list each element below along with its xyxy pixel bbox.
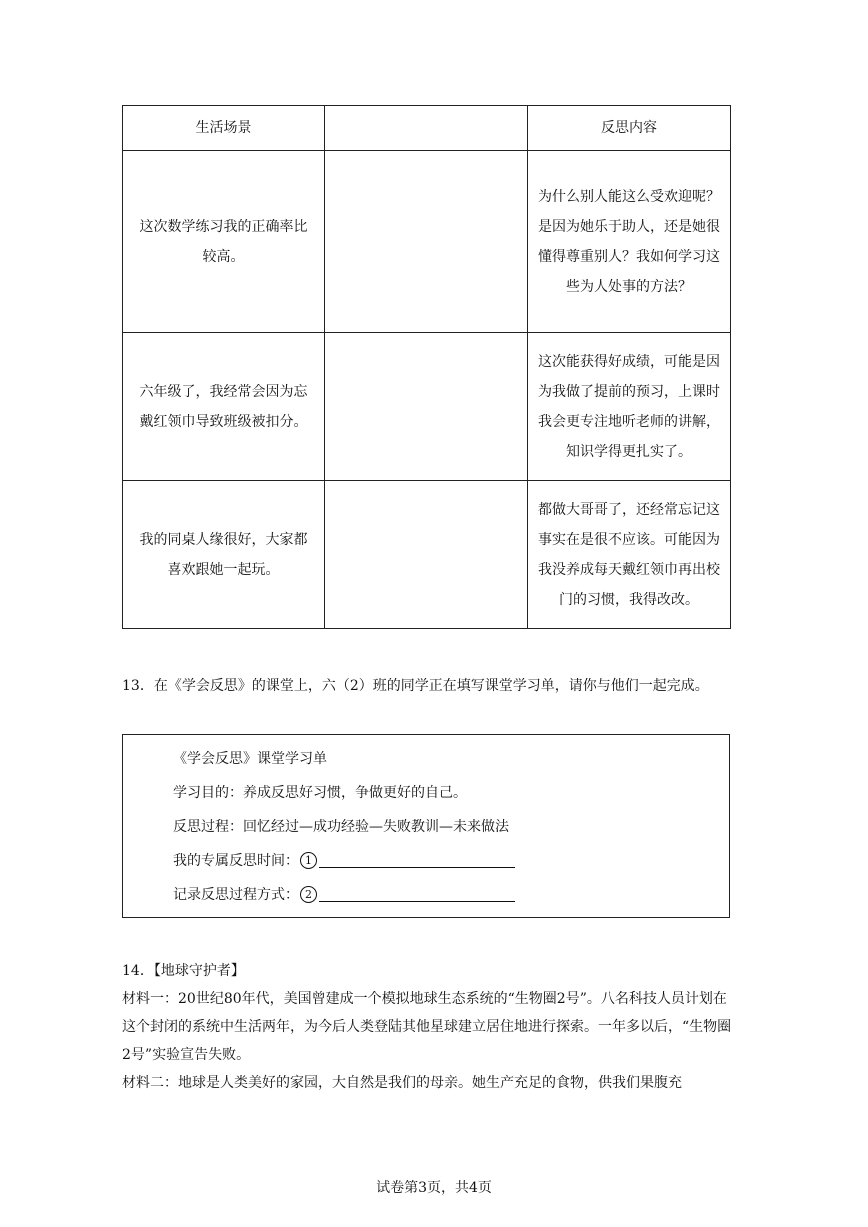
question-13-text: 13．在《学会反思》的课堂上，六（2）班的同学正在填写课堂学习单，请你与他们一起完成。 (122, 678, 709, 694)
material-1: 材料一：20世纪80年代，美国曾建成一个模拟地球生态系统的“生物圈2号”。八名科技人员计划在这个封闭的系统中生活两年，为今后人类登陆其他星球建立居住地进行探索。一年多以后，“生物圈2号”实验宣告失败。 (122, 991, 732, 1063)
table-row (123, 333, 731, 481)
study-sheet-box (122, 734, 730, 918)
reflection-method-blank[interactable] (319, 886, 515, 902)
content-cell: 为什么别人能这么受欢迎呢？是因为她乐于助人，还是她很懂得尊重别人？我如何学习这些为人处事的方法？ (528, 151, 731, 333)
page-footer: 试卷第3页，共4页 (376, 1180, 492, 1196)
table-row (123, 151, 731, 333)
header-scene: 生活场景 (123, 106, 325, 151)
circled-number-1: 1 (300, 852, 317, 869)
scene-cell: 六年级了，我经常会因为忘戴红领巾导致班级被扣分。 (123, 333, 325, 481)
reflection-time-blank[interactable] (319, 852, 515, 868)
middle-cell (325, 151, 528, 333)
middle-cell (325, 481, 528, 629)
study-purpose: 学习目的：养成反思好习惯，争做更好的自己。 (173, 785, 467, 801)
header-middle (325, 106, 528, 151)
question-14 (122, 957, 738, 1097)
scene-cell: 我的同桌人缘很好，大家都喜欢跟她一起玩。 (123, 481, 325, 629)
reflection-table (122, 105, 731, 629)
reflection-time-label: 我的专属反思时间： (173, 853, 299, 869)
reflection-process: 反思过程：回忆经过—成功经验—失败教训—未来做法 (173, 819, 509, 835)
reflection-method-label: 记录反思过程方式： (173, 887, 299, 903)
reflection-method-row (173, 885, 515, 905)
middle-cell (325, 333, 528, 481)
table-row (123, 481, 731, 629)
study-sheet-title: 《学会反思》课堂学习单 (173, 751, 327, 767)
scene-cell: 这次数学练习我的正确率比较高。 (123, 151, 325, 333)
content-cell: 都做大哥哥了，还经常忘记这事实在是很不应该。可能因为我没养成每天戴红领巾再出校门的习惯，我得改改。 (528, 481, 731, 629)
question-14-heading: 14．【地球守护者】 (122, 963, 245, 979)
circled-number-2: 2 (300, 886, 317, 903)
content-cell: 这次能获得好成绩，可能是因为我做了提前的预习，上课时我会更专注地听老师的讲解，知识学得更扎实了。 (528, 333, 731, 481)
table-header-row (123, 106, 731, 151)
reflection-time-row (173, 851, 515, 871)
material-2: 材料二：地球是人类美好的家园，大自然是我们的母亲。她生产充足的食物，供我们果腹充 (122, 1075, 682, 1091)
header-content: 反思内容 (528, 106, 731, 151)
